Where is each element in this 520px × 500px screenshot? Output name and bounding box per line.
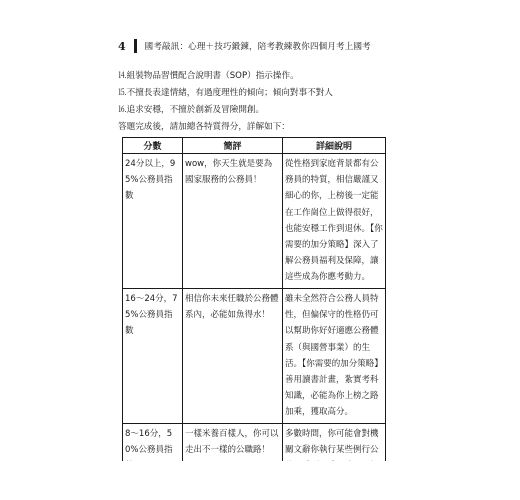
header-divider xyxy=(134,39,137,53)
table-row xyxy=(123,289,386,424)
header-score: 分數 xyxy=(123,138,183,154)
comment-cell: 相信你未來任職於公務體系內，必能如魚得水！ xyxy=(183,289,283,424)
score-table xyxy=(122,137,386,499)
score-cell: 24分以上，95%公務員指數 xyxy=(123,154,183,289)
intro-line: ⒖不擅長表達情緒，有過度理性的傾向；傾向對事不對人 xyxy=(118,88,333,98)
running-title: 國考敲訊：心理＋技巧鍛鍊，陪考教練教你四個月考上國考 xyxy=(144,42,371,52)
running-header xyxy=(118,38,371,54)
intro-line: ⒗追求安穩，不擅於創新及冒險開創。 xyxy=(118,105,265,115)
detail-cell: 雖未全然符合公務人員特性，但偏保守的性格仍可以幫助你好好適應公務體系（與國營事業）的生活。【你需要的加分策略】善用讀書計畫，紮實考科知識，必能為你上榜之路加乘，獲取高分。 xyxy=(283,289,386,424)
comment-cell: 一樣米養百樣人，你可以走出不一樣的公職路！ xyxy=(183,423,283,498)
score-cell: 16～24分，75%公務員指數 xyxy=(123,289,183,424)
detail-cell: 從性格到家庭背景都有公務員的特質，相信嚴謹又細心的你，上榜後一定能在工作崗位上做得很好，也能安穩工作到退休。【你需要的加分策略】深入了解公務員福利及保障，讓這些成為你應考動力。 xyxy=(283,154,386,289)
page-bottom-margin xyxy=(0,461,520,500)
header-detail: 詳細說明 xyxy=(283,138,386,154)
intro-line: ⒕組裝物品習慣配合說明書（SOP）指示操作。 xyxy=(118,71,299,81)
page-number: 4 xyxy=(118,39,126,53)
header-comment: 簡評 xyxy=(183,138,283,154)
intro-paragraph xyxy=(118,68,418,136)
score-cell: 8～16分，50%公務員指 xyxy=(123,423,183,498)
table-row xyxy=(123,154,386,289)
table-header-row xyxy=(123,138,386,154)
comment-cell: wow，你天生就是要為國家服務的公務員！ xyxy=(183,154,283,289)
detail-cell: 多數時間，你可能會對機關文辭你執行某些例行公 xyxy=(283,423,386,498)
intro-line: 答題完成後，請加總各特質得分，詳解如下： xyxy=(118,122,290,132)
